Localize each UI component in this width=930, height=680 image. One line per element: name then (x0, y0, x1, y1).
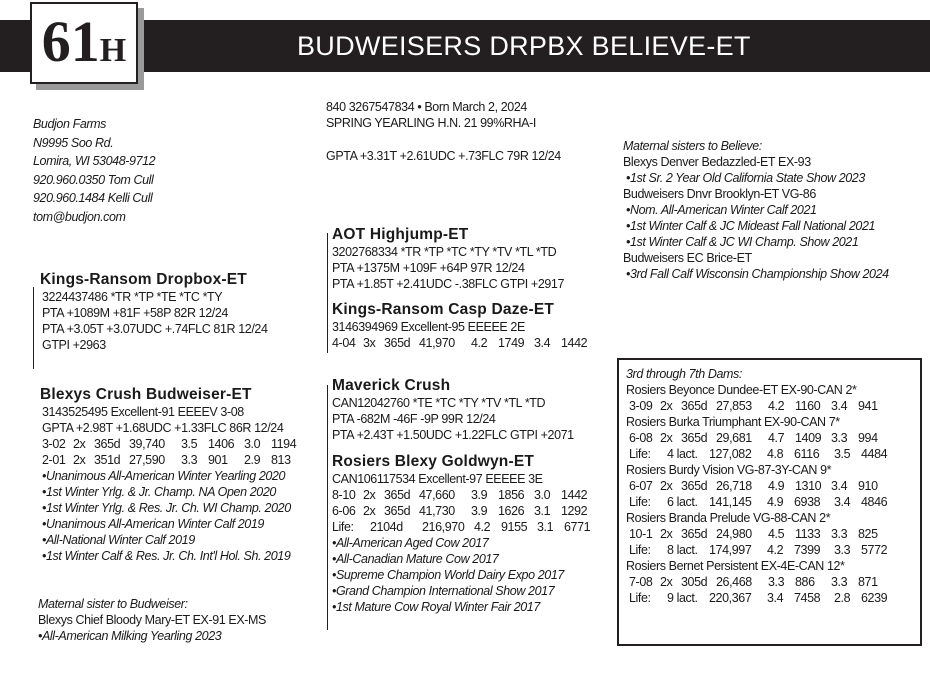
consignor-line: Lomira, WI 53048-9712 (33, 154, 156, 168)
dam-honor: •1st Winter Calf & Res. Jr. Ch. Int'l Hol. Sh. 2019 (42, 549, 291, 563)
dam-dam-honor: •Grand Champion International Show 2017 (332, 584, 555, 598)
record-cell: 1292 (561, 504, 588, 518)
dam-dam-honor: •1st Mature Cow Royal Winter Fair 2017 (332, 600, 540, 614)
record-cell: 941 (858, 399, 878, 413)
record-cell: 9155 (501, 520, 528, 534)
record-cell: 1409 (795, 431, 822, 445)
record-cell: 4-04 (332, 336, 356, 350)
record-cell: 3.4 (831, 479, 848, 493)
record-cell: 3.3 (768, 575, 785, 589)
deep-pedigree-label: 3rd through 7th Dams: (626, 367, 742, 381)
record-cell: 3.9 (471, 504, 488, 518)
record-cell: 3.9 (471, 488, 488, 502)
record-cell: 994 (858, 431, 878, 445)
record-cell: 3.4 (834, 495, 851, 509)
animal-title: BUDWEISERS DRPBX BELIEVE-ET (297, 31, 751, 61)
sire-detail-line: PTA +1089M +81F +58P 82R 12/24 (42, 306, 228, 320)
record-cell: 2x (660, 431, 673, 445)
record-cell: Life: (629, 591, 651, 605)
record-cell: 3-02 (42, 437, 66, 451)
consignor-line: 920.960.1484 Kelli Cull (33, 191, 153, 205)
sire-name: Kings-Ransom Dropbox-ET (40, 271, 247, 288)
production-record (42, 452, 303, 468)
record-cell: 1194 (271, 437, 297, 451)
record-cell: Life: (332, 520, 354, 534)
dam-records (42, 436, 303, 468)
record-cell: 26,718 (716, 479, 752, 493)
record-cell: 1133 (795, 527, 821, 541)
dam-sister-block (38, 596, 266, 644)
record-cell: 4.7 (768, 431, 785, 445)
record-cell: 3.5 (834, 447, 851, 461)
production-record (332, 519, 596, 535)
record-cell: 365d (384, 488, 411, 502)
dam-honors (42, 468, 303, 564)
record-cell: 4.2 (471, 336, 488, 350)
ancestor-dam-name: Rosiers Burdy Vision VG-87-3Y-CAN 9* (626, 463, 832, 477)
record-cell: 4.2 (767, 543, 784, 557)
consignor-address (33, 115, 155, 226)
record-cell: 41,970 (419, 336, 455, 350)
record-cell: 4846 (861, 495, 888, 509)
sire-sire-bracket (327, 233, 328, 353)
sire-sire-detail-line: PTA +1.85T +2.41UDC -.38FLC GTPI +2917 (332, 277, 565, 291)
sire-sire-detail-line: 3202768334 *TR *TP *TC *TY *TV *TL *TD (332, 245, 557, 259)
dam-sire-name: Maverick Crush (332, 377, 451, 394)
record-cell: Life: (629, 543, 651, 557)
dam-honor: •1st Winter Yrlg. & Res. Jr. Ch. WI Champ. 2020 (42, 501, 291, 515)
record-cell: 2x (660, 575, 673, 589)
record-cell: 365d (384, 504, 411, 518)
sister-honor: •Nom. All-American Winter Calf 2021 (626, 203, 817, 217)
lot-number-box (30, 2, 138, 84)
record-cell: 886 (795, 575, 815, 589)
record-cell: 7458 (794, 591, 821, 605)
maternal-sisters-block (623, 138, 889, 282)
sire-sire-detail-line: PTA +1375M +109F +64P 97R 12/24 (332, 261, 525, 275)
record-cell: 3.0 (244, 437, 261, 451)
record-cell: 2x (660, 399, 673, 413)
record-cell: 6-08 (629, 431, 653, 445)
dam-sire-bracket (327, 385, 328, 630)
record-cell: 1749 (498, 336, 525, 350)
sister-honor: •1st Sr. 2 Year Old California State Show 2023 (626, 171, 865, 185)
sire-bracket (33, 287, 34, 369)
sire-dam-name: Kings-Ransom Casp Daze-ET (332, 301, 555, 318)
dam-honor: •Unanimous All-American Winter Calf 2019 (42, 517, 264, 531)
sire-block (40, 270, 268, 353)
dam-dam-honor: •All-Canadian Mature Cow 2017 (332, 552, 499, 566)
record-cell: 7399 (794, 543, 821, 557)
lot-number: 61H (41, 9, 127, 74)
consignor-line: Budjon Farms (33, 117, 107, 131)
record-cell: 2x (73, 453, 86, 467)
record-cell: 2-01 (42, 453, 66, 467)
dam-name: Blexys Crush Budweiser-ET (40, 386, 252, 403)
record-cell: 27,590 (129, 453, 165, 467)
sister-honor: •1st Winter Calf & JC Mideast Fall National 2021 (626, 219, 876, 233)
dam-sire-detail-line: PTA -682M -46F -9P 99R 12/24 (332, 412, 496, 426)
record-cell: 29,681 (716, 431, 752, 445)
record-cell: 4.8 (767, 447, 784, 461)
record-cell: 4484 (861, 447, 888, 461)
record-cell: 3.4 (831, 399, 848, 413)
record-cell: 1406 (208, 437, 235, 451)
record-cell: 6938 (794, 495, 821, 509)
dam-dam-honor: •All-American Aged Cow 2017 (332, 536, 489, 550)
record-cell: 27,853 (716, 399, 752, 413)
dam-details (42, 404, 303, 436)
dam-dam-name: Rosiers Blexy Goldwyn-ET (332, 453, 535, 470)
sister-honor: •1st Winter Calf & JC WI Champ. Show 2021 (626, 235, 859, 249)
record-cell: 1856 (498, 488, 525, 502)
record-cell: 2x (73, 437, 86, 451)
sister-honor: •3rd Fall Calf Wisconsin Championship Show 2024 (626, 267, 889, 281)
record-cell: 4.9 (768, 479, 785, 493)
production-record (629, 526, 893, 542)
record-cell: 8-10 (332, 488, 356, 502)
record-cell: 10-1 (629, 527, 653, 541)
sire-sire-details (332, 244, 564, 292)
record-cell: 4.5 (768, 527, 785, 541)
consignor-line: N9995 Soo Rd. (33, 135, 114, 150)
record-cell: 6239 (861, 591, 888, 605)
dam-detail-line: GPTA +2.98T +1.68UDC +1.33FLC 86R 12/24 (42, 421, 284, 435)
record-cell: 8 lact. (667, 543, 698, 557)
record-cell: 365d (681, 527, 708, 541)
record-cell: 825 (858, 527, 878, 541)
production-record (629, 430, 893, 446)
ancestor-dam-name: Rosiers Branda Prelude VG-88-CAN 2* (626, 511, 831, 525)
dam-sister-label: Maternal sister to Budweiser: (38, 597, 188, 611)
genomic-line: GPTA +3.31T +2.61UDC +.73FLC 79R 12/24 (326, 149, 561, 163)
record-cell: 2.8 (834, 591, 851, 605)
dam-sister-honor: •All-American Milking Yearling 2023 (38, 629, 222, 643)
dam-sire-detail-line: CAN12042760 *TE *TC *TY *TV *TL *TD (332, 396, 546, 410)
record-cell: 24,980 (716, 527, 752, 541)
record-cell: 910 (858, 479, 878, 493)
dam-detail-line: 3143525495 Excellent-91 EEEEV 3-08 (42, 405, 244, 419)
record-cell: 1442 (561, 336, 588, 350)
record-cell: 4.9 (767, 495, 784, 509)
sire-dam-block (332, 300, 593, 351)
class-line: SPRING YEARLING H.N. 21 99%RHA-I (326, 116, 536, 130)
record-cell: 3.3 (181, 453, 198, 467)
dam-dam-honors (332, 535, 596, 615)
dam-sire-block (332, 376, 574, 443)
record-cell: 3.3 (834, 543, 851, 557)
record-cell: 6771 (564, 520, 591, 534)
record-cell: 3.3 (831, 575, 848, 589)
record-cell: 3.0 (534, 488, 551, 502)
dam-honor: •1st Winter Yrlg. & Jr. Champ. NA Open 2020 (42, 485, 276, 499)
record-cell: 9 lact. (667, 591, 698, 605)
production-record (332, 503, 596, 519)
sire-detail-line: GTPI +2963 (42, 338, 106, 352)
record-cell: 365d (681, 431, 708, 445)
record-cell: 5772 (861, 543, 888, 557)
consignor-line: tom@budjon.com (33, 209, 126, 224)
record-cell: 365d (384, 336, 411, 350)
record-cell: 3x (363, 336, 376, 350)
production-record (332, 487, 596, 503)
sire-dam-record (332, 335, 593, 351)
ancestor-dam-name: Rosiers Beyonce Dundee-ET EX-90-CAN 2* (626, 383, 857, 397)
sire-sire-name: AOT Highjump-ET (332, 226, 469, 243)
animal-info (326, 99, 561, 164)
record-cell: 3.1 (534, 504, 551, 518)
record-cell: 365d (681, 479, 708, 493)
record-cell: 3.1 (537, 520, 554, 534)
dam-dam-honor: •Supreme Champion World Dairy Expo 2017 (332, 568, 564, 582)
consignor-line: 920.960.0350 Tom Cull (33, 172, 154, 187)
record-cell: 220,367 (709, 591, 752, 605)
record-cell: 365d (681, 399, 708, 413)
record-cell: 2x (363, 488, 376, 502)
sire-sire-block (332, 225, 564, 292)
sire-detail-line: 3224437486 *TR *TP *TE *TC *TY (42, 290, 223, 304)
record-cell: 2104d (370, 520, 403, 534)
record-cell: 351d (94, 453, 121, 467)
production-record (629, 478, 893, 494)
sister-name: Blexys Denver Bedazzled-ET EX-93 (623, 155, 811, 169)
record-cell: 4.2 (474, 520, 491, 534)
record-cell: 1310 (795, 479, 822, 493)
production-record (629, 590, 893, 606)
production-record (332, 335, 593, 351)
production-record (629, 574, 893, 590)
dam-block (40, 385, 303, 564)
record-cell: 3.3 (831, 431, 848, 445)
record-cell: 141,145 (709, 495, 752, 509)
sire-detail-line: PTA +3.05T +3.07UDC +.74FLC 81R 12/24 (42, 322, 268, 336)
production-record (629, 542, 893, 558)
record-cell: 47,660 (419, 488, 455, 502)
ancestor-dam-name: Rosiers Burka Triumphant EX-90-CAN 7* (626, 415, 840, 429)
record-cell: 6-07 (629, 479, 653, 493)
record-cell: 3.4 (534, 336, 551, 350)
dam-dam-block (332, 452, 596, 615)
record-cell: 1626 (498, 504, 525, 518)
dam-dam-classification: CAN106117534 Excellent-97 EEEEE 3E (332, 472, 543, 486)
record-cell: 6-06 (332, 504, 356, 518)
production-record (629, 398, 893, 414)
record-cell: 7-08 (629, 575, 653, 589)
record-cell: 26,468 (716, 575, 752, 589)
record-cell: Life: (629, 447, 651, 461)
record-cell: Life: (629, 495, 651, 509)
dam-honor: •All-National Winter Calf 2019 (42, 533, 195, 547)
record-cell: 3.4 (767, 591, 784, 605)
record-cell: 3.3 (831, 527, 848, 541)
record-cell: 174,997 (709, 543, 752, 557)
dam-sire-details (332, 395, 574, 443)
record-cell: 127,082 (709, 447, 752, 461)
record-cell: 305d (681, 575, 708, 589)
record-cell: 4 lact. (667, 447, 698, 461)
dam-sister-name: Blexys Chief Bloody Mary-ET EX-91 EX-MS (38, 613, 266, 627)
sire-details (42, 289, 268, 353)
record-cell: 6 lact. (667, 495, 698, 509)
maternal-sisters-list (623, 154, 889, 282)
record-cell: 901 (208, 453, 228, 467)
record-cell: 41,730 (419, 504, 455, 518)
record-cell: 871 (858, 575, 878, 589)
record-cell: 3.5 (181, 437, 198, 451)
dam-dam-records (332, 487, 596, 535)
record-cell: 6116 (794, 447, 820, 461)
deep-pedigree-list (626, 382, 893, 606)
record-cell: 2x (363, 504, 376, 518)
record-cell: 2x (660, 527, 673, 541)
maternal-sisters-label: Maternal sisters to Believe: (623, 139, 762, 153)
record-cell: 216,970 (422, 520, 465, 534)
dam-honor: •Unanimous All-American Winter Yearling 2020 (42, 469, 286, 483)
record-cell: 39,740 (129, 437, 165, 451)
record-cell: 3-09 (629, 399, 653, 413)
sister-name: Budweisers EC Brice-ET (623, 251, 752, 265)
dam-sire-detail-line: PTA +2.43T +1.50UDC +1.22FLC GTPI +2071 (332, 428, 574, 442)
record-cell: 1442 (561, 488, 588, 502)
sister-name: Budweisers Dnvr Brooklyn-ET VG-86 (623, 187, 816, 201)
record-cell: 365d (94, 437, 121, 451)
ancestor-dam-name: Rosiers Bernet Persistent EX-4E-CAN 12* (626, 559, 845, 573)
production-record (42, 436, 303, 452)
deep-pedigree-box (617, 358, 922, 646)
record-cell: 813 (271, 453, 291, 467)
record-cell: 2.9 (244, 453, 261, 467)
production-record (629, 494, 893, 510)
record-cell: 1160 (795, 399, 821, 413)
sire-dam-classification: 3146394969 Excellent-95 EEEEE 2E (332, 320, 525, 334)
record-cell: 2x (660, 479, 673, 493)
record-cell: 4.2 (768, 399, 785, 413)
registration-line: 840 3267547834 • Born March 2, 2024 (326, 100, 527, 114)
production-record (629, 446, 893, 462)
